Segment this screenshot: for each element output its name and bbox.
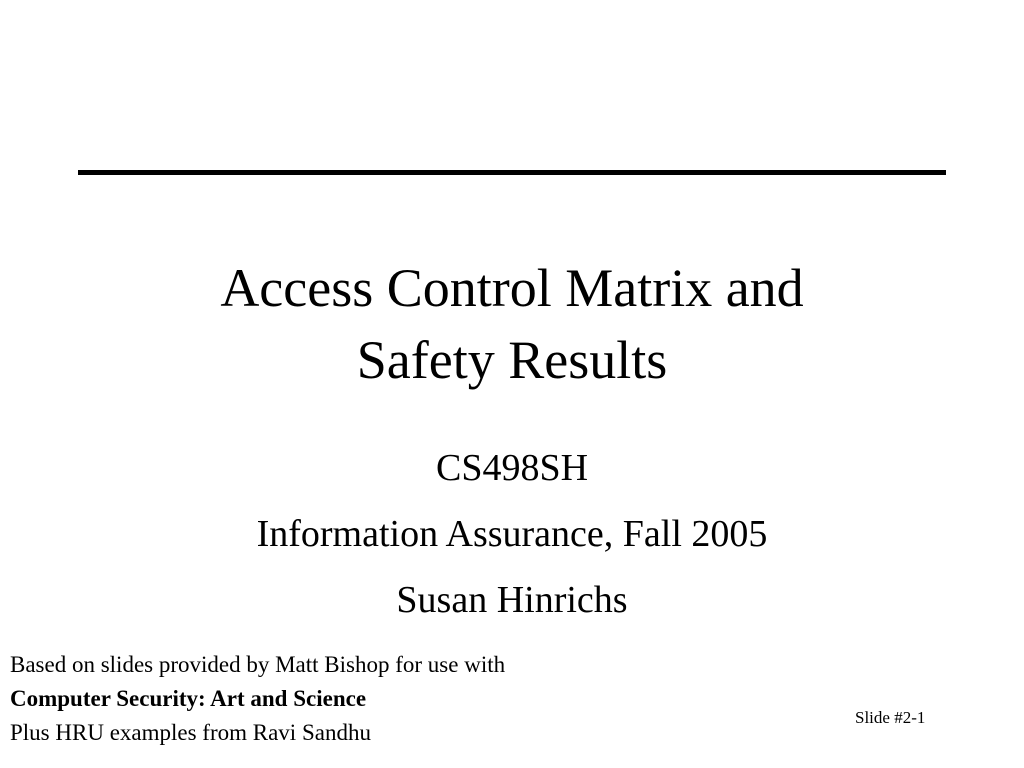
- credit-line-3: Plus HRU examples from Ravi Sandhu: [10, 720, 371, 745]
- slide-title: [0, 252, 1024, 396]
- credit-line-1: Based on slides provided by Matt Bishop for use with: [10, 652, 506, 677]
- credits-block: [10, 648, 505, 750]
- instructor-name: Susan Hinrichs: [396, 579, 628, 621]
- title-rule: [78, 170, 946, 175]
- course-name: Information Assurance, Fall 2005: [256, 513, 768, 555]
- course-code: CS498SH: [435, 447, 589, 489]
- title-line-2: Safety Results: [356, 330, 668, 390]
- slide-subtitle: [0, 445, 1024, 643]
- credit-book-title: Computer Security: Art and Science: [10, 686, 367, 711]
- slide-number: Slide #2-1: [855, 708, 926, 727]
- title-line-1: Access Control Matrix and: [220, 258, 804, 318]
